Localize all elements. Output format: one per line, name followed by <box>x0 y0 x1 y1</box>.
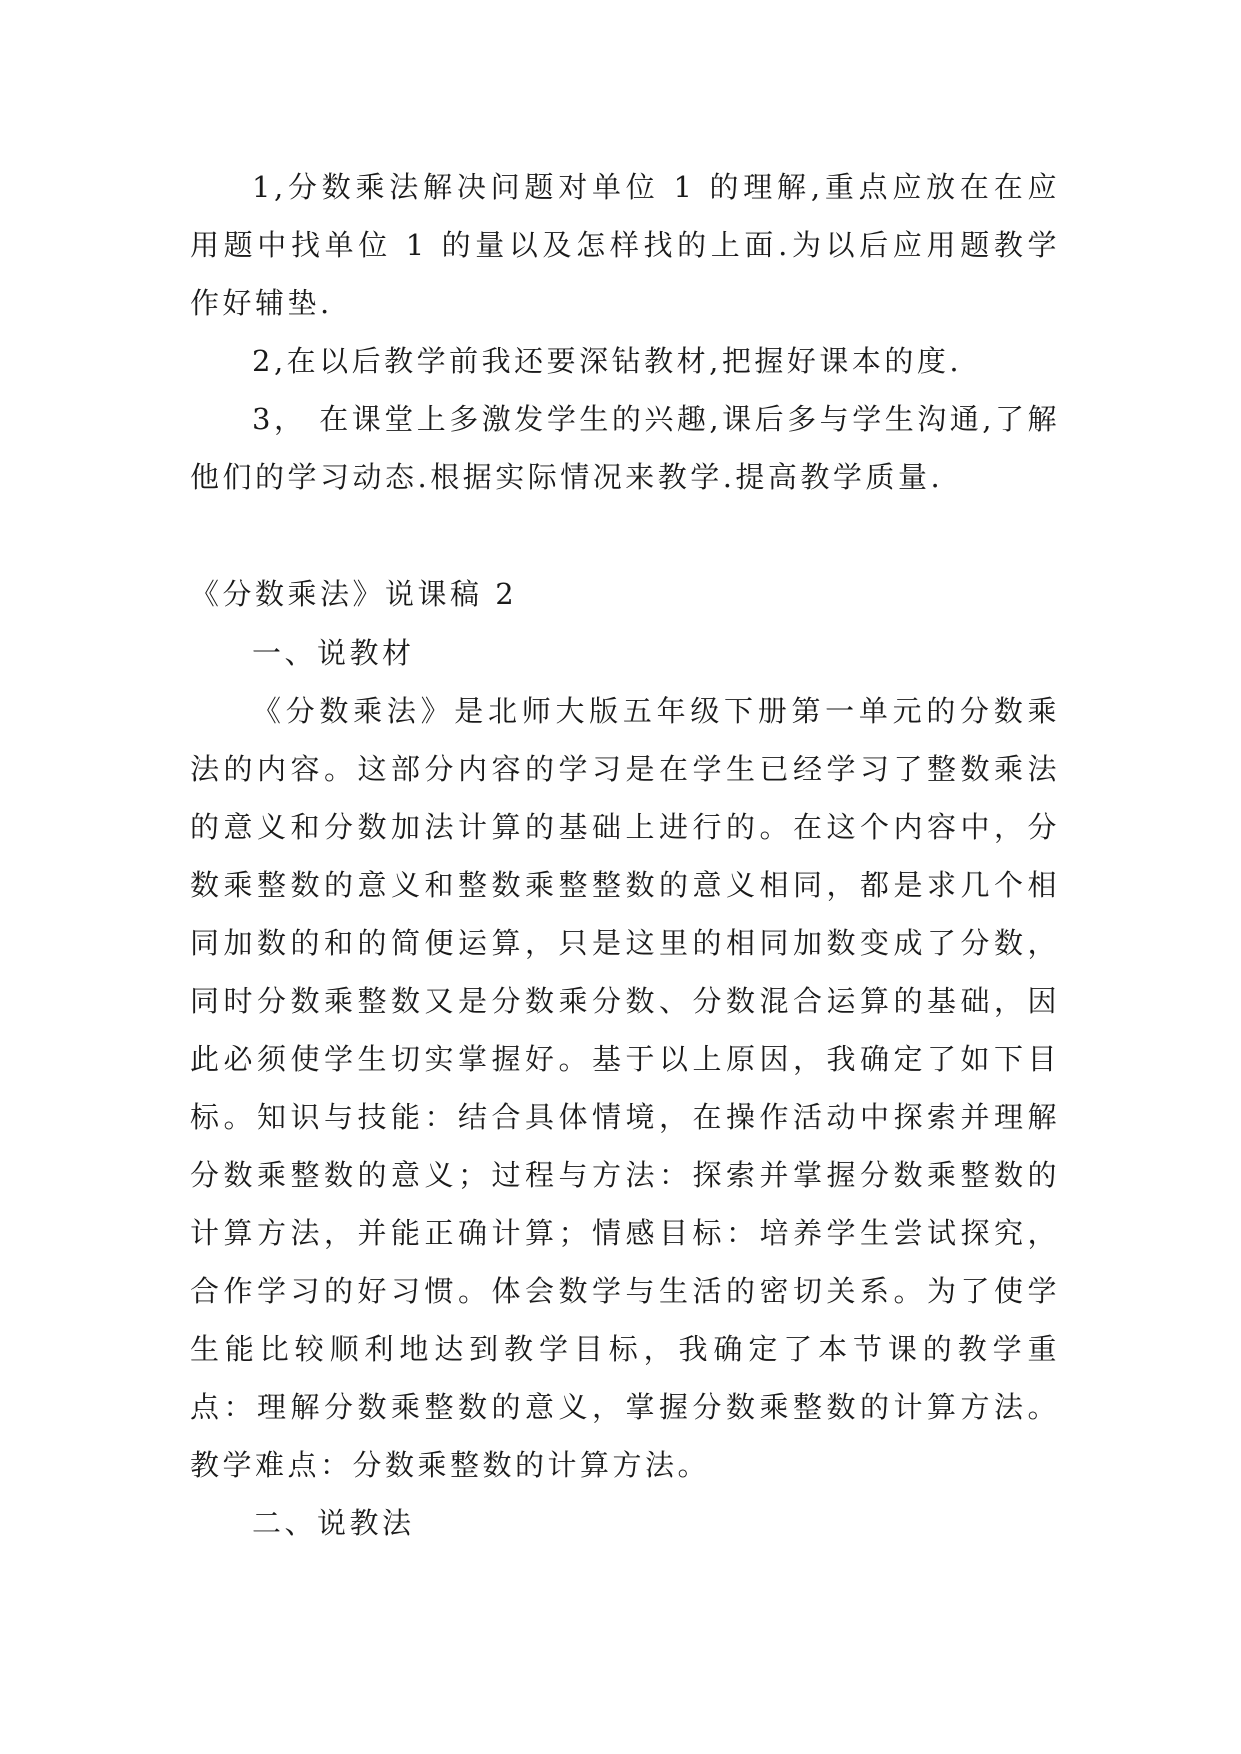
reflection-item-3: 3， 在课堂上多激发学生的兴趣,课后多与学生沟通,了解他们的学习动态.根据实际情况来教学.提高教学质量. <box>190 402 1060 494</box>
reflection-item-2: 2,在以后教学前我还要深钻教材,把握好课本的度. <box>252 344 963 378</box>
section-body-textbook: 《分数乘法》是北师大版五年级下册第一单元的分数乘法的内容。这部分内容的学习是在学生已经学习了整数乘法的意义和分数加法计算的基础上进行的。在这个内容中，分数乘整数的意义和整数乘整整数的意义相同，都是求几个相同加数的和的简便运算，只是这里的相同加数变成了分数，同时分数乘整数又是分数乘分数、分数混合运算的基础，因此必须使学生切实掌握好。基于以上原因，我确定了如下目标。知识与技能：结合具体情境，在操作活动中探索并理解分数乘整数的意义；过程与方法：探索并掌握分数乘整数的计算方法，并能正确计算；情感目标：培养学生尝试探究，合作学习的好习惯。体会数学与生活的密切关系。为了使学生能比较顺利地达到教学目标，我确定了本节课的教学重点：理解分数乘整数的意义，掌握分数乘整数的计算方法。教学难点：分数乘整数的计算方法。 <box>190 694 1060 1482</box>
section-heading-textbook: 一、说教材 <box>252 636 415 670</box>
reflection-list <box>190 158 1060 506</box>
section-heading-teaching-method: 二、说教法 <box>252 1506 415 1540</box>
reflection-item-1: 1,分数乘法解决问题对单位 1 的理解,重点应放在在应用题中找单位 1 的量以及怎样找的上面.为以后应用题教学作好辅垫. <box>190 170 1060 320</box>
document-title: 《分数乘法》说课稿 2 <box>190 577 518 611</box>
document-body <box>190 624 1060 1552</box>
document-title-block <box>190 565 1060 623</box>
